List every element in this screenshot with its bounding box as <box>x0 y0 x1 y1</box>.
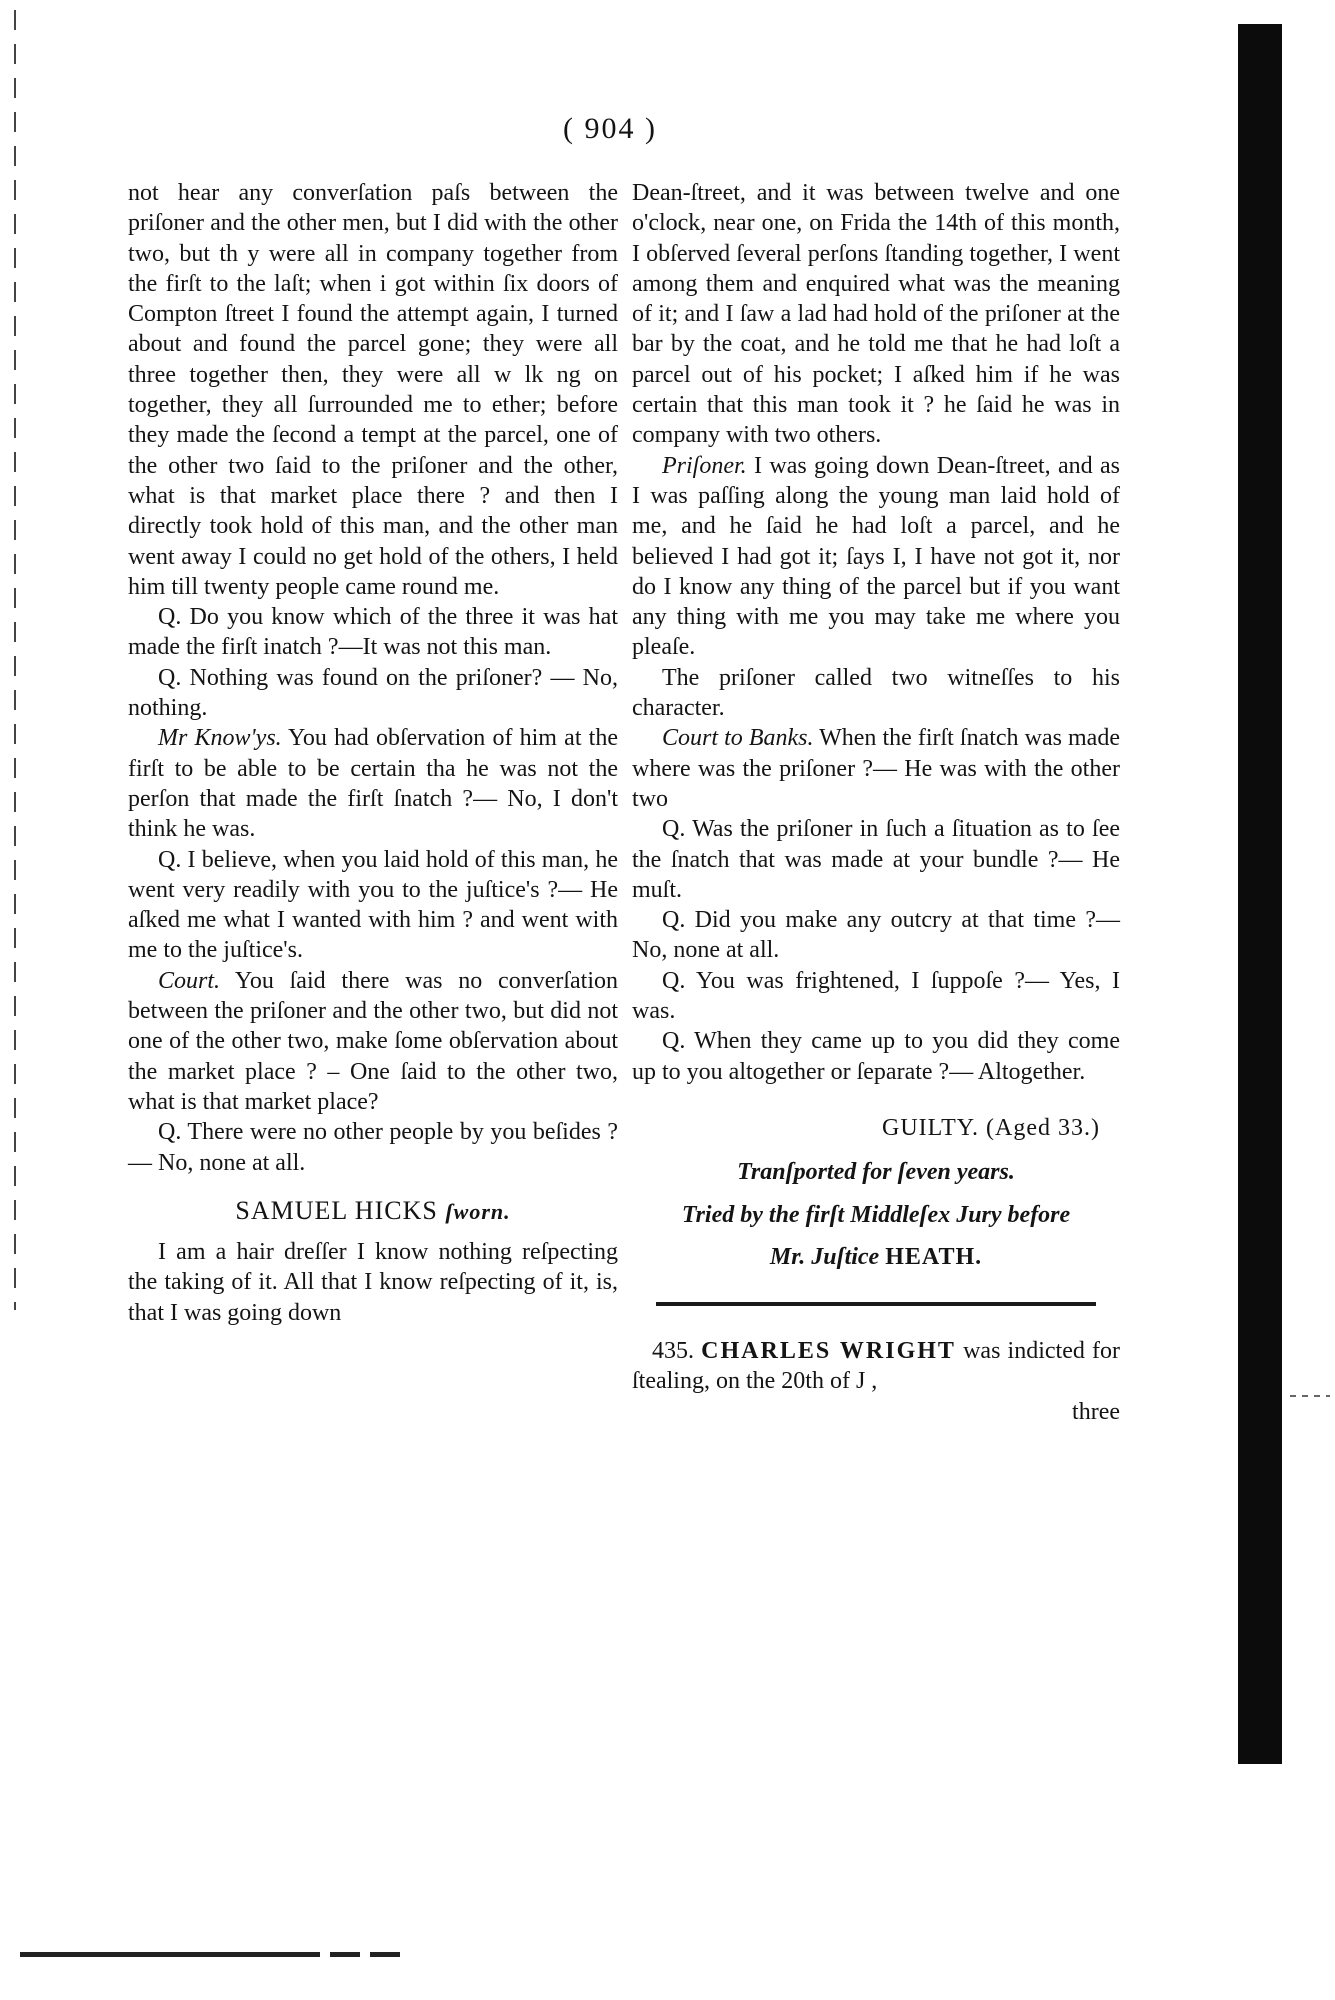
sentence: Tranſported for ſeven years. <box>737 1159 1015 1186</box>
speaker-label: Priſoner. <box>662 452 747 479</box>
paragraph <box>632 451 1120 663</box>
paragraph: Q. There were no other people by you beſides ?— No, none at all. <box>128 1119 618 1176</box>
paragraph: Dean-ſtreet, and it was between twelve and one o'clock, near one, on Frida the 14th of this month, I obſerved ſeveral perſons ſtanding together, I went among them and enquired what was the meaning of it; and I ſaw a lad had hold of the priſoner at the bar by the coat, and he told me that he had loſt a parcel out of his pocket; I aſked him if he was certain that this man took it ? he ſaid he was in company with two others. <box>632 180 1120 449</box>
left-page-edge <box>14 10 16 1310</box>
paragraph <box>128 723 618 844</box>
paragraph: Q. Did you make any outcry at that time ?— No, none at all. <box>632 907 1120 964</box>
paragraph: Q. When they came up to you did they come up to you altogether or ſeparate ?— Altogether. <box>632 1028 1120 1085</box>
case-heading <box>632 1336 1120 1397</box>
binding-gutter-shadow <box>1238 24 1282 1764</box>
left-column <box>128 178 618 1328</box>
paragraph <box>632 723 1120 814</box>
paragraph: Q. Nothing was found on the priſoner? — No, nothing. <box>128 664 618 722</box>
paragraph: I am a hair dreſſer I know nothing reſpecting the taking of it. All that I know reſpecting of it, is, that I was going down <box>128 1239 618 1326</box>
judge-prefix: Mr. Juſtice <box>769 1243 880 1270</box>
paragraph-text: You ſaid there was no converſation between the priſoner and the other two, but did not one of the other two, make ſome obſervation about the market place ? – One ſaid to the other two, what is that market place? <box>128 967 619 1115</box>
case-text: was indicted for ſtealing, on the 20th of J , <box>632 1338 1121 1395</box>
witness-sworn: ſworn. <box>445 1198 511 1224</box>
paragraph: Q. You was frightened, I ſuppoſe ?— Yes, I was. <box>632 967 1120 1025</box>
judge-name: HEATH. <box>885 1243 983 1270</box>
judge-line <box>632 1242 1120 1272</box>
paragraph-text: You had obſervation of him at the firſt to be able to be certain tha he was not the perſon that made the firſt ſnatch ?— No, I don't think he was. <box>128 725 618 843</box>
right-column <box>632 178 1120 1427</box>
verdict: GUILTY. (Aged 33.) <box>882 1114 1100 1141</box>
paragraph-text: I was going down Dean-ſtreet, and as I was paſſing along the young man laid hold of me, and he ſaid he had loſt a parcel, and he believed I had got it; ſays I, I have not got it, nor do I know any thing of the parcel but if you want any thing with me you may take me where you pleaſe. <box>632 452 1121 661</box>
catchword: three <box>1072 1398 1120 1425</box>
paragraph <box>128 966 618 1117</box>
case-number: 435. <box>652 1338 694 1365</box>
paragraph: Q. Do you know which of the three it was hat made the firſt inatch ?—It was not this man. <box>128 604 618 661</box>
witness-heading <box>128 1196 618 1227</box>
page-number: ( 904 ) <box>563 112 657 145</box>
paragraph: Q. I believe, when you laid hold of this man, he went very readily with you to the juſtice's ?— He aſked me what I wanted with him ? and went with me to the juſtice's. <box>128 846 618 964</box>
paragraph-text: When the firſt ſnatch was made where was the priſoner ?— He was with the other two <box>632 725 1120 812</box>
speaker-label: Court. <box>158 967 221 994</box>
witness-name: SAMUEL HICKS <box>235 1195 438 1225</box>
speaker-label: Court to Banks. <box>662 725 814 752</box>
tried-line: Tried by the firſt Middleſex Jury before <box>681 1201 1071 1228</box>
edge-mark <box>1290 1395 1330 1397</box>
speaker-label: Mr Know'ys. <box>158 725 282 752</box>
section-divider <box>656 1302 1096 1306</box>
paragraph: not hear any converſation paſs between the priſoner and the other men, but I did with the other two, but th y were all in company together from the firſt to the laſt; when i got within ſix doors of Compton ſtreet I found the attempt again, I turned about and found the parcel gone; they were all three together then, they were all w lk ng on together, they all ſurrounded me to ether; before they made the ſecond a tempt at the parcel, one of the other two ſaid to the priſoner and the other, what is that market place there ? and then I directly took hold of this man, and the other man went away I could no get hold of the others, I held him till twenty people came round me. <box>128 180 618 600</box>
bottom-edge-mark <box>20 1952 420 1957</box>
case-name: CHARLES WRIGHT <box>701 1338 956 1365</box>
paragraph: The priſoner called two witneſſes to his character. <box>632 664 1120 722</box>
paragraph: Q. Was the priſoner in ſuch a ſituation as to ſee the ſnatch that was made at your bundle ?— He muſt. <box>632 816 1120 903</box>
